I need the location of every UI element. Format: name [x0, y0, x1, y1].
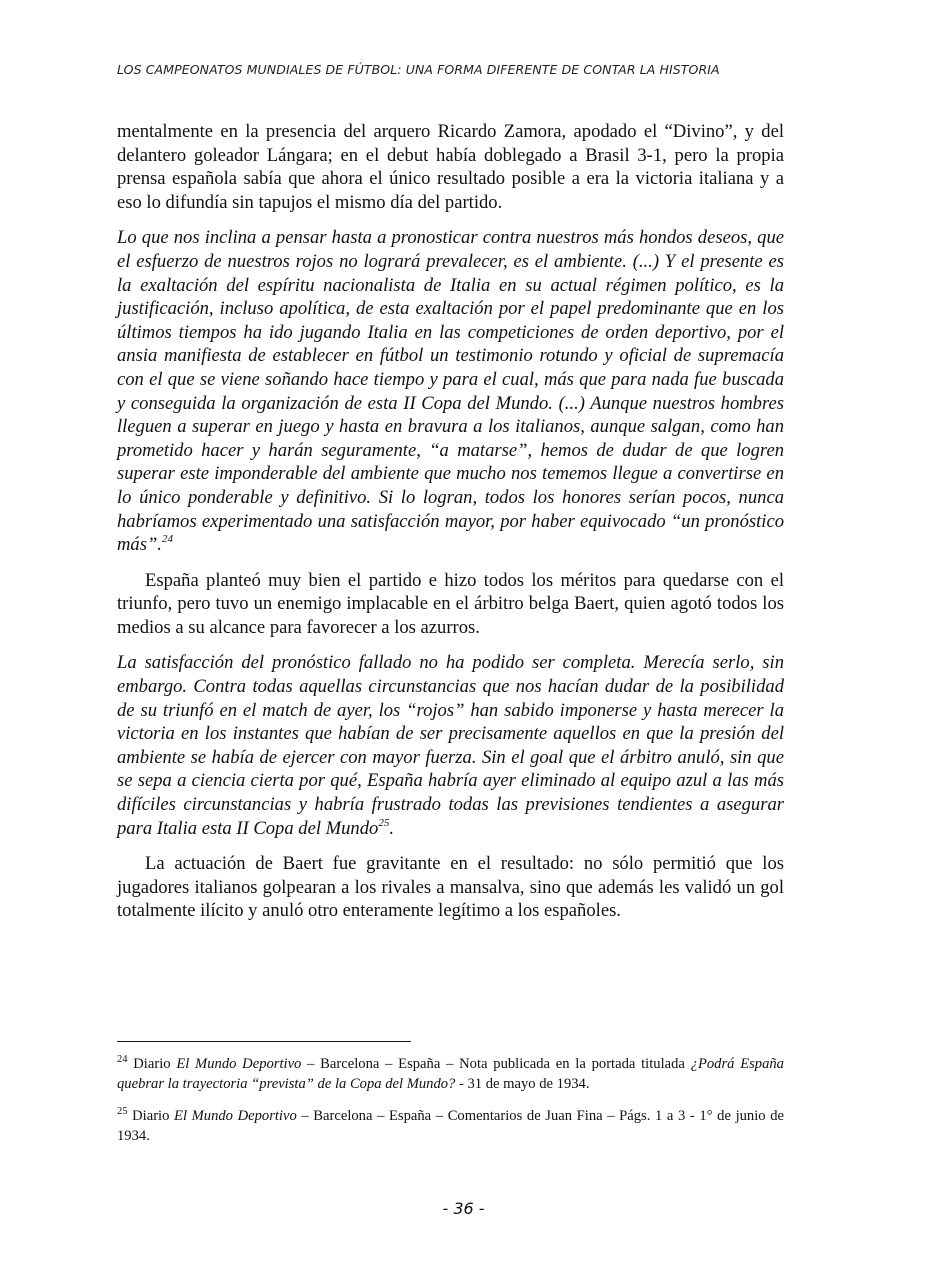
body-text — [117, 120, 784, 935]
footnote — [117, 1106, 784, 1146]
footnote-text: – Barcelona – España – Comentarios de Juan Fina – Págs. 1 a 3 - 1° de junio de 1934. — [117, 1108, 784, 1144]
quote-text: Lo que nos inclina a pensar hasta a pronosticar contra nuestros más hondos deseos, que el esfuerzo de nuestros rojos no logrará prevalecer, es el ambiente. (...) Y el presente es la exaltación del espíritu nacionalista de Italia en su actual régimen político, es la justificación, incluso apolítica, de esta exaltación por el papel predominante que en los últimos tiempos ha ido jugando Italia en las competiciones de orden deportivo, por el ansia manifiesta de establecer en fútbol un testimonio rotundo y oficial de supremacía con el que se viene soñando hace tiempo y para el cual, más que para nada fue buscada y conseguida la organización de esta II Copa del Mundo. (...) Aunque nuestros hombres lleguen a superar en juego y hasta en bravura a los italianos, aunque salgan, como han prometido hacer y harán seguramente, “a matarse”, hemos de dudar de que logren superar este imponderable del ambiente que mucho nos tememos llegue a convertirse en lo único ponderable y definitivo. Si lo logran, todos los honores serían pocos, nunca habríamos experimentado una satisfacción mayor, por haber equivocado “un pronóstico más”. — [117, 227, 784, 556]
block-quote — [117, 651, 784, 840]
paragraph: La actuación de Baert fue gravitante en el resultado: no sólo permitió que los jugadores italianos golpearan a los rivales a mansalva, sino que además les validó un gol totalmente ilícito y anuló otro enteramente legítimo a los españoles. — [117, 853, 784, 922]
footnote-separator — [117, 1041, 411, 1042]
footnote-text: – Barcelona – España – Nota publicada en la portada titulada — [301, 1056, 691, 1072]
footnote-number: 25 — [117, 1106, 128, 1117]
footnote — [117, 1054, 784, 1094]
footnote-source: El Mundo Deportivo — [174, 1108, 297, 1124]
paragraph: España planteó muy bien el partido e hizo todos los méritos para quedarse con el triunfo, pero tuvo un enemigo implacable en el árbitro belga Baert, quien agotó todos los medios a su alcance para favorecer a los azurros. — [117, 569, 784, 638]
footnote-reference[interactable]: 25 — [378, 816, 390, 829]
footnotes — [117, 1054, 784, 1158]
footnote-text: Diario — [132, 1108, 175, 1124]
footnote-text: - 31 de mayo de 1934. — [455, 1076, 590, 1092]
running-header: LOS CAMPEONATOS MUNDIALES DE FÚTBOL: UNA FORMA DIFERENTE DE CONTAR LA HISTORIA — [117, 62, 720, 77]
quote-text: La satisfacción del pronóstico fallado no ha podido ser completa. Merecía serlo, sin embargo. Contra todas aquellas circunstancias que nos hacían dudar de la posibilidad de su triunfó en el match de ayer, los “rojos” han sabido imponerse y hasta merecer la victoria en los instantes que habían de ser precisamente aquellos en que la presión del ambiente se había de ejercer con mayor fuerza. Sin el goal que el árbitro anuló, sin que se sepa a ciencia cierta por qué, España habría ayer eliminado al equipo azul a las más difíciles circunstancias y habría frustrado todas las previsiones tendientes a asegurar para Italia esta II Copa del Mundo — [117, 652, 784, 839]
footnote-article-title: ¿Podrá España quebrar la trayectoria “prevista” de la Copa del Mundo? — [117, 1056, 784, 1092]
quote-end: . — [389, 817, 394, 839]
block-quote — [117, 226, 784, 556]
page-number: - 36 - — [442, 1199, 485, 1218]
footnote-number: 24 — [117, 1054, 128, 1065]
footnote-source: El Mundo Deportivo — [176, 1056, 302, 1072]
footnote-text: Diario — [133, 1056, 177, 1072]
paragraph: mentalmente en la presencia del arquero Ricardo Zamora, apodado el “Divino”, y del delantero goleador Lángara; en el debut había doblegado a Brasil 3-1, pero la propia prensa española sabía que ahora el único resultado posible a era la victoria italiana y a eso lo difundía sin tapujos el mismo día del partido. — [117, 121, 784, 213]
footnote-reference[interactable]: 24 — [161, 533, 173, 546]
